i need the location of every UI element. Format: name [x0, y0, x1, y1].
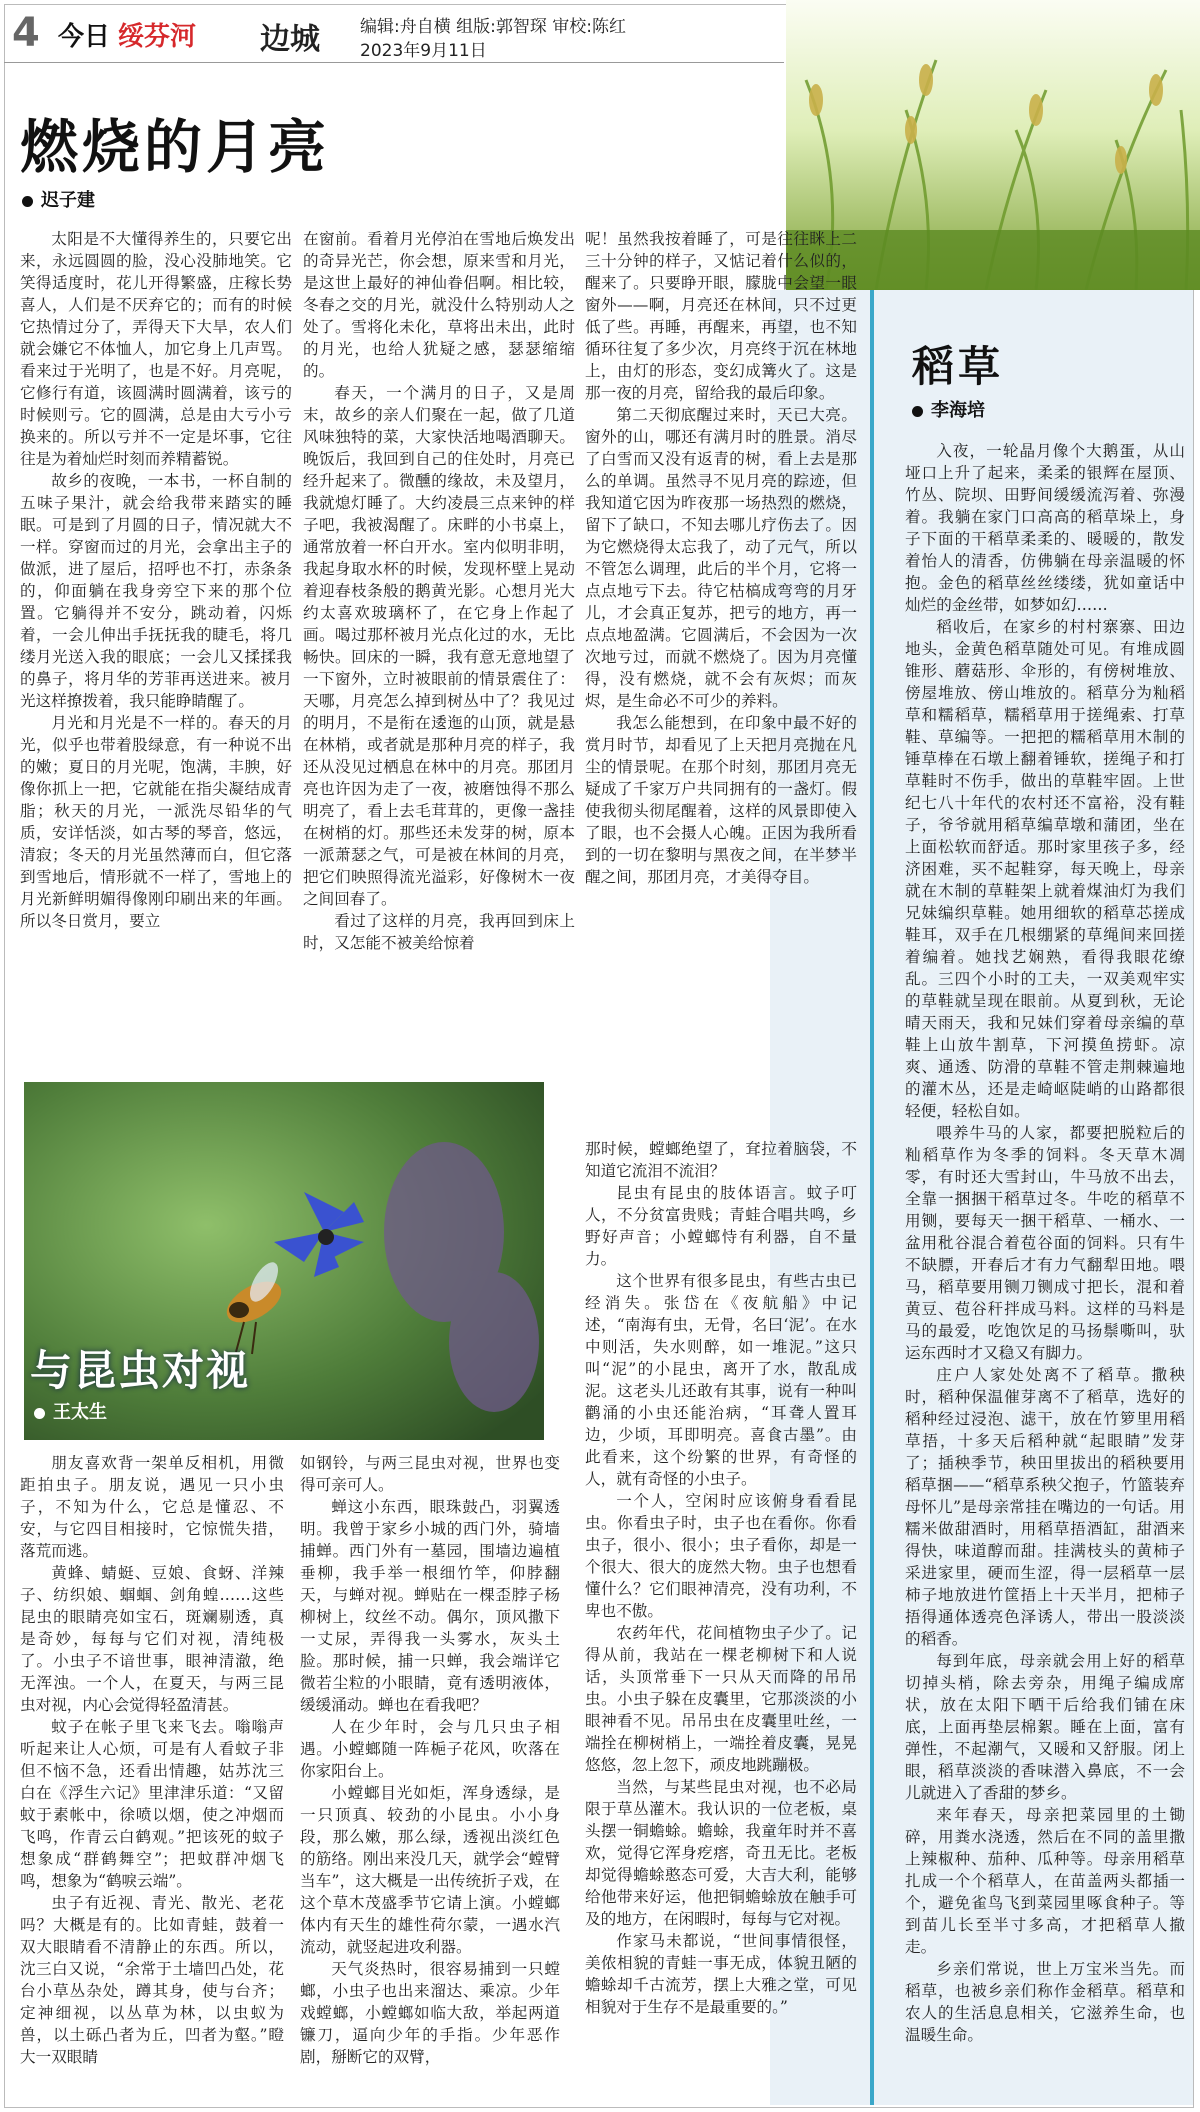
article2-column-1 — [20, 1452, 284, 2097]
paragraph: 喂养牛马的人家，都要把脱粒后的籼稻草作为冬季的饲料。冬天草木凋零，有时还大雪封山，牛马放不出去，全靠一捆捆干稻草过冬。牛吃的稻草不用铡，要每天一捆干稻草、一桶水、一盆用秕谷混合着苞谷面的饲料。只有牛不缺膘，开春后才有力气翻犁田地。喂马，稻草要用铡刀铡成寸把长，混和着黄豆、苞谷秆拌成马料。这样的马料是马的最爱，吃饱饮足的马扬鬃嘶叫，驮运东西时才又稳又有脚力。 — [905, 1124, 1185, 1362]
paragraph: 每到年底，母亲就会用上好的稻草切掉头梢，除去旁杂，用绳子编成席状，放在太阳下晒干后给我们铺在床底，上面再垫层棉絮。睡在上面，富有弹性，不起潮气，又暖和又舒服。闭上眼，稻草淡淡的香味潜入鼻底，不一会儿就进入了香甜的梦乡。 — [905, 1652, 1185, 1802]
article3-column — [905, 440, 1185, 2100]
article2-title: 与昆虫对视 — [30, 1346, 251, 1395]
article2-author: 王太生 — [53, 1402, 107, 1423]
paragraph: 农药年代，花间植物虫子少了。记得从前，我站在一棵老柳树下和人说话，头顶常垂下一只从天而降的吊吊虫。小虫子躲在皮囊里，它那淡淡的小眼神看不见。吊吊虫在皮囊里吐丝，一端拴在柳树梢上，一端拴着皮囊，晃晃悠悠，忽上忽下，顽皮地跳蹦极。 — [585, 1624, 857, 1774]
paragraph: 我怎么能想到，在印象中最不好的赏月时节，却看见了上天把月亮抛在凡尘的情景呢。在那个时刻，那团月亮无疑成了千家万户共同拥有的一盏灯。假使我彻头彻尾醒着，这样的风景即使入了眼，也不会摄人心魄。正因为我所看到的一切在黎明与黑夜之间，在半梦半醒之间，那团月亮，才美得夺目。 — [585, 714, 857, 886]
paragraph: 天气炎热时，很容易捕到一只螳螂，小虫子也出来溜达、乘凉。少年戏螳螂，小螳螂如临大敌，举起两道镰刀，逼向少年的手指。少年恶作剧，掰断它的双臂， — [300, 1960, 560, 2066]
paragraph: 呢！虽然我按着睡了，可是往往眯上二三十分钟的样子，又惦记着什么似的，醒来了。只要睁开眼，朦胧中会望一眼窗外——啊，月亮还在林间，只不过更低了些。再睡，再醒来，再望，也不知循环往复了多少次，月亮终于沉在林地上，由灯的形态，变幻成篝火了。这是那一夜的月亮，留给我的最后印象。 — [585, 230, 857, 402]
paragraph: 来年春天，母亲把菜园里的土锄碎，用粪水浇透，然后在不同的盖里撒上辣椒种、茄种、瓜种等。母亲用稻草扎成一个个稻草人，在苗盖两头都插一个，避免雀鸟飞到菜园里啄食种子。等到苗儿长至半寸多高，才把稻草人撤走。 — [905, 1806, 1185, 1956]
article3-author: 李海培 — [931, 400, 985, 421]
article1-author: 迟子建 — [41, 190, 95, 211]
paragraph: 在窗前。看着月光停泊在雪地后焕发出的奇异光芒，你会想，原来雪和月光，是这世上最好的神仙眷侣啊。相比较，冬春之交的月光，就没什么特别动人之处了。雪将化未化，草将出未出，此时的月光，也给人犹疑之感，瑟瑟缩缩的。 — [303, 230, 575, 380]
paragraph: 乡亲们常说，世上万宝米当先。而稻草，也被乡亲们称作金稻草。稻草和农人的生活息息相关，它滋养生命，也温暖生命。 — [905, 1960, 1185, 2044]
article1-column-1 — [20, 228, 292, 1028]
paragraph: 黄蜂、蜻蜓、豆娘、食蚜、洋辣子、纺织娘、蝈蝈、剑角蝗……这些昆虫的眼睛亮如宝石，斑斓剔透，真是奇妙，每每与它们对视，清纯极了。小虫子不谙世事，眼神清澈，绝无浑浊。一个人，在夏天，与两三昆虫对视，内心会觉得轻盈清甚。 — [20, 1564, 284, 1714]
article1-column-3 — [585, 228, 857, 1028]
editor-credits: 编辑:舟自横 组版:郭智琛 审校:陈红 — [360, 17, 626, 37]
paragraph: 昆虫有昆虫的肢体语言。蚊子叮人，不分贫富贵贱；青蛙合唱共鸣，乡野好声音；小螳螂恃有利器，自不量力。 — [585, 1184, 857, 1268]
paragraph: 月光和月光是不一样的。春天的月光，似乎也带着股绿意，有一种说不出的嫩；夏日的月光呢，饱满，丰腴，好像你抓上一把，它就能在指尖凝结成青脂；秋天的月光，一派洗尽铅华的气质，安详恬淡，如古琴的琴音，悠远，清寂；冬天的月光虽然薄而白，但它落到雪地后，情形就不一样了，雪地上的月光新鲜明媚得像刚印刷出来的年画。所以冬日赏月，要立 — [20, 714, 292, 930]
paragraph: 如钢铃，与两三昆虫对视，世界也变得可亲可人。 — [300, 1454, 560, 1494]
paragraph: 虫子有近视、青光、散光、老花吗？大概是有的。比如青蛙，鼓着一双大眼睛看不清静止的东西。所以，沈三白又说，“余常于土墙凹凸处，花台小草丛杂处，蹲其身，使与台齐；定神细视，以丛草为林，以虫蚁为兽，以土砾凸者为丘，凹者为壑。”瞪大一双眼睛 — [20, 1894, 284, 2066]
paragraph: 蚊子在帐子里飞来飞去。嗡嗡声听起来让人心烦，可是有人看蚊子非但不恼不急，还看出情趣，姑苏沈三白在《浮生六记》里津津乐道：“又留蚊于素帐中，徐喷以烟，使之冲烟而飞鸣，作青云白鹤观。”把该死的蚊子想象成“群鹤舞空”；把蚊群冲烟飞鸣，想象为“鹤唳云端”。 — [20, 1718, 284, 1890]
paragraph: 庄户人家处处离不了稻草。撒秧时，稻种保温催芽离不了稻草，选好的稻种经过浸泡、滤干，放在竹箩里用稻草捂，十多天后稻种就“起眼睛”发芽了；插秧季节，秧田里拔出的稻秧要用稻草捆——“稻草系秧父抱子，竹篮装弃母怀儿”是母亲常挂在嘴边的一句话。用糯米做甜酒时，用稻草捂酒缸，甜酒来得快，味道醇而甜。挂满枝头的黄柿子采进家里，硬而生涩，得一层稻草一层柿子地放进竹筐捂上十天半月，把柿子捂得通体透亮色泽诱人，带出一股淡淡的稻香。 — [905, 1366, 1185, 1648]
paragraph: 看过了这样的月亮，我再回到床上时，又怎能不被美给惊着 — [303, 912, 575, 952]
newspaper-logo-part1: 今日 — [58, 22, 111, 52]
paragraph: 这个世界有很多昆虫，有些古虫已经消失。张岱在《夜航船》中记述，“南海有虫，无骨，名曰‘泥’。在水中则活，失水则醉，如一堆泥。”这只叫“泥”的小昆虫，离开了水，散乱成泥。这老头儿还敢有其事，说有一种叫鹳涌的小虫还能治病，“耳聋人置耳边，少顷，耳即明亮。喜食古墨”。由此看来，这个纷繁的世界，有奇怪的人，就有奇怪的小虫子。 — [585, 1272, 857, 1488]
issue-date: 2023年9月11日 — [360, 41, 487, 61]
sidebar-divider — [870, 290, 874, 2105]
paragraph: 当然，与某些昆虫对视，也不必局限于草丛灌木。我认识的一位老板，桌头摆一铜蟾蜍。蟾蜍，我童年时并不喜欢，觉得它浑身疙瘩，奇丑无比。老板却觉得蟾蜍憨态可爱，大吉大利，能够给他带来好运，他把铜蟾蜍放在触手可及的地方，在闲暇时，每每与它对视。 — [585, 1778, 857, 1928]
paragraph: 作家马未都说，“世间事情很怪，美侬相貌的青蛙一事无成，体貌丑陋的蟾蜍却千古流芳，摆上大雅之堂，可见相貌对于生存不是最重要的。” — [585, 1932, 857, 2016]
paragraph: 小螳螂目光如炬，浑身透绿，是一只顶真、较劲的小昆虫。小小身段，那么嫩，那么绿，透视出淡红色的筋络。刚出来没几天，就学会“螳臂当车”，这大概是一出传统折子戏，在这个草木茂盛季节它请上演。小螳螂体内有天生的雄性荷尔蒙，一遇水汽流动，就竖起进攻利器。 — [300, 1784, 560, 1956]
paragraph: 朋友喜欢背一架单反相机，用微距拍虫子。朋友说，遇见一只小虫子，不知为什么，它总是懂忍、不安，与它四目相接时，它惊慌失措，落荒而逃。 — [20, 1454, 284, 1560]
bullet-icon — [34, 1408, 45, 1419]
header-rule — [4, 62, 784, 63]
section-name: 边城 — [260, 22, 320, 57]
paragraph: 春天，一个满月的日子，又是周末，故乡的亲人们聚在一起，做了几道风味独特的菜，大家快活地喝酒聊天。晚饭后，我回到自己的住处时，月亮已经升起来了。微醺的缘故，未及望月，我就熄灯睡了。大约凌晨三点来钟的样子吧，我被渴醒了。床畔的小书桌上，通常放着一杯白开水。室内似明非明，我起身取水杯的时候，发现杯壁上晃动着迎春枝条般的鹅黄光影。心想月光大约太喜欢玻璃杯了，在它身上作起了画。喝过那杯被月光点化过的水，无比畅快。回床的一瞬，我有意无意地望了一下窗外，立时被眼前的情景震住了：天哪，月亮怎么掉到树丛中了？我见过的明月，不是衔在逶迤的山顶，就是悬在林梢，或者就是那种月亮的样子，我还从没见过栖息在林中的月亮。那团月亮也许因为走了一夜，被磨蚀得不那么明亮了，看上去毛茸茸的，更像一盏挂在树梢的灯。那些还未发芽的树，原本一派萧瑟之气，可是被在林间的月亮，把它们映照得流光溢彩，好像树木一夜之间回春了。 — [303, 384, 575, 908]
bullet-icon — [22, 196, 33, 207]
paragraph: 蝉这小东西，眼珠鼓凸，羽翼透明。我曾于家乡小城的西门外，骑墙捕蝉。西门外有一墓园，围墙边遍植垂柳，我手举一根细竹竿，仰脖翻天，与蝉对视。蝉贴在一棵歪脖子杨柳树上，纹丝不动。偶尔，顶风撒下一丈尿，弄得我一头雾水，灰头土脸。那时候，捕一只蝉，我会端详它微若尘粒的小眼睛，竟有透明液体，缓缓涌动。蝉也在看我吧？ — [300, 1498, 560, 1714]
paragraph: 太阳是不大懂得养生的，只要它出来，永远圆圆的脸，没心没肺地笑。它笑得适度时，花儿开得繁盛，庄稼长势喜人，人们是不厌弃它的；而有的时候它热情过分了，弄得天下大旱，农人们就会嫌它不体恤人，加它身上几声骂。看来过于光明了，也是不好。月亮呢，它修行有道，该圆满时圆满着，该亏的时候则亏。它的圆满，总是由大亏小亏换来的。所以亏并不一定是坏事，它往往是为着灿烂时刻而养精蓄锐。 — [20, 230, 292, 468]
article1-column-2 — [303, 228, 575, 1028]
paragraph: 故乡的夜晚，一本书，一杯自制的五味子果汁，就会给我带来踏实的睡眠。可是到了月圆的日子，情况就大不一样。穿窗而过的月光，会拿出主子的做派，进了屋后，招呼也不打，赤条条的，仰面躺在我身旁空下来的那个位置。它躺得并不安分，跳动着，闪烁着，一会儿伸出手抚抚我的睫毛，将几缕月光送入我的眼底；一会儿又揉揉我的鼻子，将月华的芳菲再送进来。被月光这样撩拨着，我只能睁睛醒了。 — [20, 472, 292, 710]
article2-byline — [34, 1398, 107, 1424]
article1-byline — [22, 186, 95, 212]
paragraph: 第二天彻底醒过来时，天已大亮。窗外的山，哪还有满月时的胜景。消尽了白雪而又没有返青的树，看上去是那么的单调。虽然寻不见月亮的踪迹，但我知道它因为昨夜那一场热烈的燃烧，留下了缺口，不知去哪儿疗伤去了。因为它燃烧得太忘我了，动了元气，所以不管怎么调理，此后的半个月，它将一点点地亏下去。待它枯槁成弯弯的月牙儿，才会真正复苏，把亏的地方，再一点点地盈满。它圆满后，不会因为一次次地亏过，而就不燃烧了。因为月亮懂得，没有燃烧，就不会有灰烬；而灰烬，是生命必不可少的养料。 — [585, 406, 857, 710]
paragraph: 那时候，螳螂绝望了，耷拉着脑袋，不知道它流泪不流泪？ — [585, 1140, 857, 1180]
article2-column-2 — [300, 1452, 560, 2097]
article1-title: 燃烧的月亮 — [20, 113, 331, 181]
bullet-icon — [912, 406, 923, 417]
paragraph: 人在少年时，会与几只虫子相遇。小螳螂随一阵梔子花风，吹落在你家阳台上。 — [300, 1718, 560, 1780]
article3-title: 稻草 — [912, 342, 1005, 391]
article3-byline — [912, 396, 985, 422]
paragraph: 稻收后，在家乡的村村寨寨、田边地头，金黄色稻草随处可见。有堆成圆锥形、蘑菇形、伞形的，有傍树堆放、傍屋堆放、傍山堆放的。稻草分为籼稻草和糯稻草，糯稻草用于搓绳索、打草鞋、草编等。一把把的糯稻草用木制的锤草棒在石墩上翻着锤软，搓绳子和打草鞋时不伤手，做出的草鞋牢固。上世纪七八十年代的农村还不富裕，没有鞋子，爷爷就用稻草编草墩和蒲团，坐在上面松软而舒适。那时家里孩子多，经济困难，买不起鞋穿，每天晚上，母亲就在木制的草鞋架上就着煤油灯为我们兄妹编织草鞋。她用细软的稻草芯搓成鞋耳，双手在几根绷紧的草绳间来回搓着编着。她找艺娴熟，看得我眼花缭乱。三四个小时的工夫，一双美观牢实的草鞋就呈现在眼前。从夏到秋，无论晴天雨天，我和兄妹们穿着母亲编的草鞋上山放牛割草，下河摸鱼捞虾。凉爽、通透、防滑的草鞋不管走荆棘遍地的灌木丛，还是走崎岖陡峭的山路都很轻便，轻松自如。 — [905, 618, 1185, 1120]
newspaper-logo-part2: 绥芬河 — [118, 22, 197, 52]
article2-column-3 — [585, 1138, 857, 2098]
paragraph: 入夜，一轮晶月像个大鹅蛋，从山垭口上升了起来，柔柔的银辉在屋顶、竹丛、院坝、田野间缓缓流泻着、弥漫着。我躺在家门口高高的稻草垛上，身子下面的干稻草柔柔的、暖暖的，散发着怡人的清香，仿佛躺在母亲温暖的怀抱。金色的稻草丝丝缕缕，犹如童话中灿烂的金丝带，如梦如幻…… — [905, 442, 1185, 614]
paragraph: 一个人，空闲时应该俯身看看昆虫。你看虫子时，虫子也在看你。你看虫子，很小、很小；虫子看你，却是一个很大、很大的庞然大物。虫子也想看懂什么？它们眼神清亮，没有功利，不卑也不傲。 — [585, 1492, 857, 1620]
page-number: 4 — [12, 10, 40, 56]
